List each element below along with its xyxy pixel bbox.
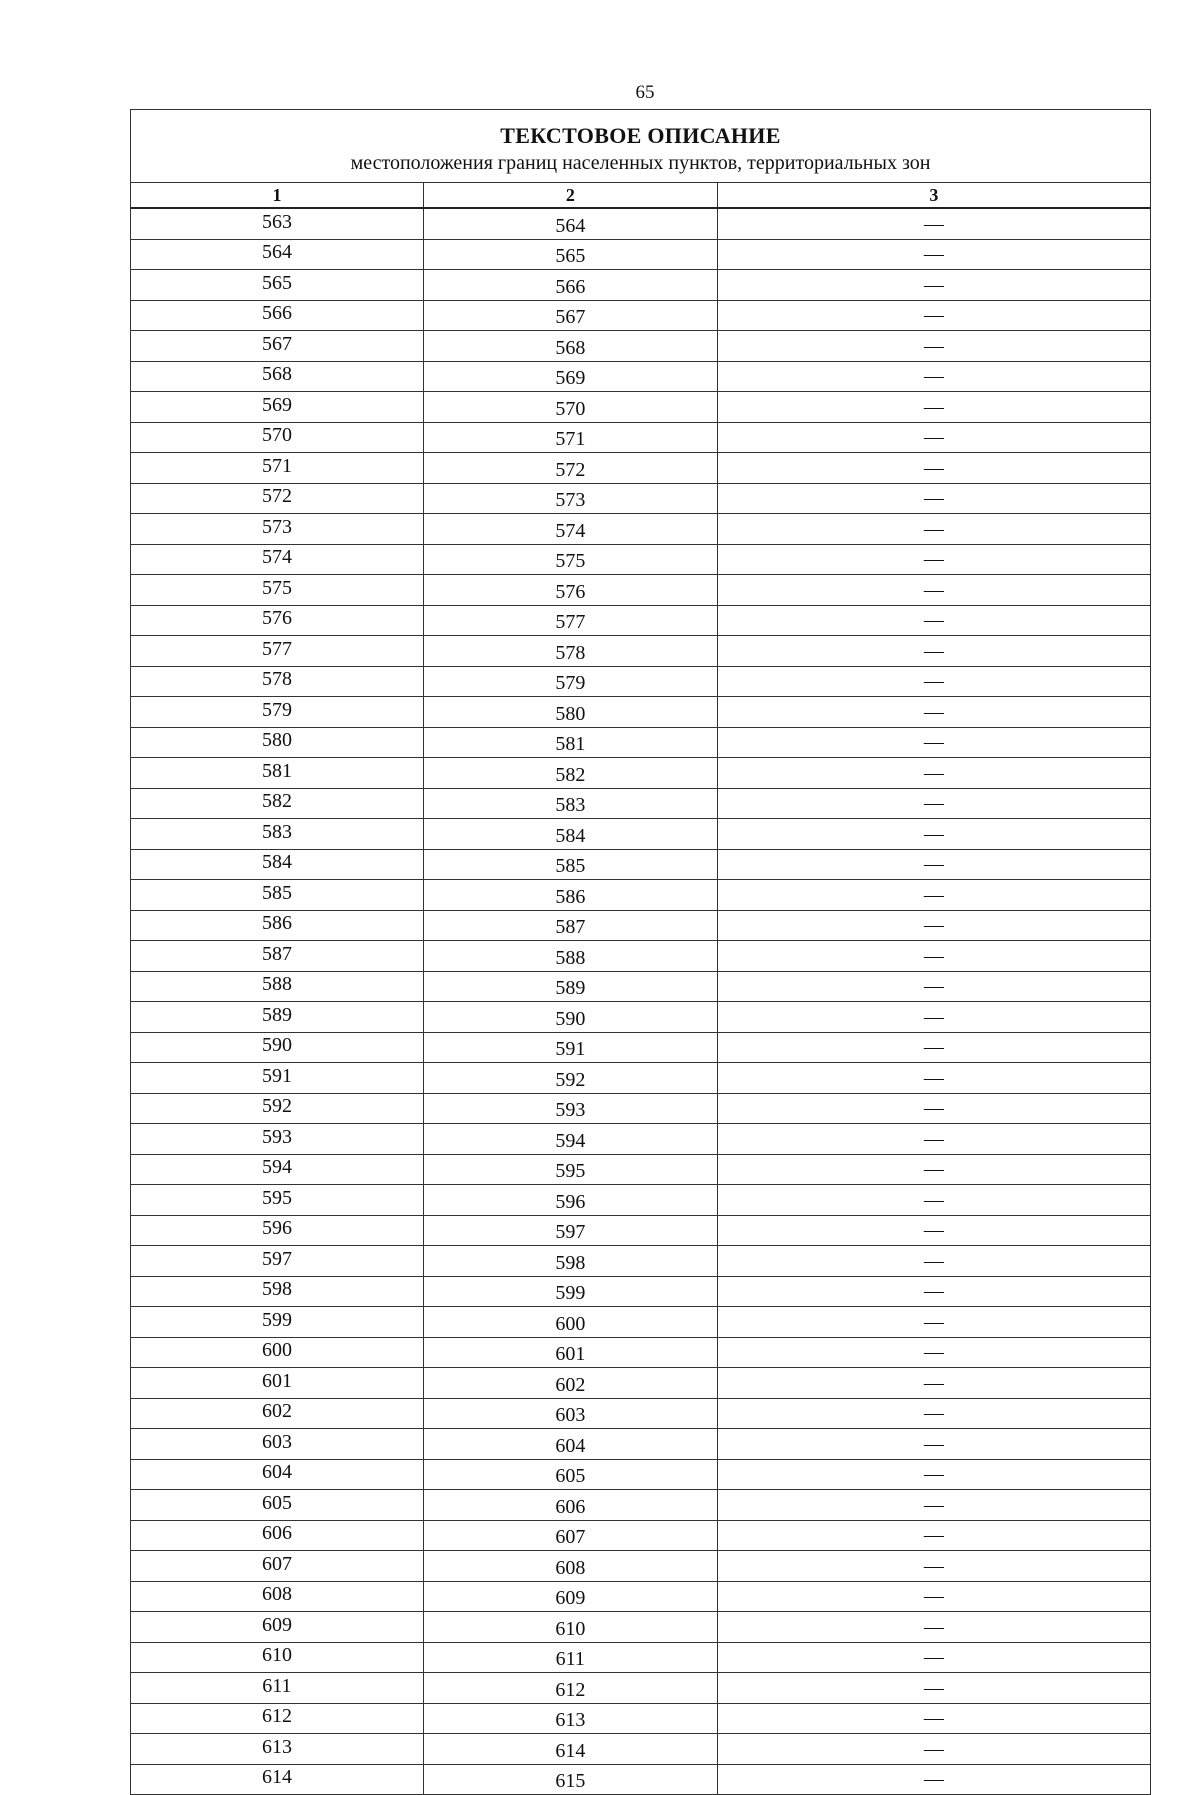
table-row <box>131 1459 1151 1490</box>
description-cell: — <box>717 910 1150 941</box>
point-from-cell: 574 <box>131 544 424 575</box>
table-row <box>131 1490 1151 1521</box>
point-to-cell: 606 <box>423 1490 717 1521</box>
point-to-cell: 590 <box>423 1002 717 1033</box>
column-header-3: 3 <box>717 183 1150 209</box>
column-header-1: 1 <box>131 183 424 209</box>
description-cell: — <box>717 1429 1150 1460</box>
point-from-cell: 579 <box>131 697 424 728</box>
point-from-cell: 573 <box>131 514 424 545</box>
description-cell: — <box>717 1154 1150 1185</box>
point-to-cell: 574 <box>423 514 717 545</box>
table-row <box>131 331 1151 362</box>
description-cell: — <box>717 453 1150 484</box>
point-from-cell: 588 <box>131 971 424 1002</box>
description-cell: — <box>717 1673 1150 1704</box>
table-row <box>131 544 1151 575</box>
table-row <box>131 697 1151 728</box>
description-cell: — <box>717 971 1150 1002</box>
table-row <box>131 361 1151 392</box>
table-row <box>131 1337 1151 1368</box>
point-to-cell: 588 <box>423 941 717 972</box>
table-row <box>131 300 1151 331</box>
description-cell: — <box>717 636 1150 667</box>
point-to-cell: 573 <box>423 483 717 514</box>
point-to-cell: 595 <box>423 1154 717 1185</box>
point-to-cell: 613 <box>423 1703 717 1734</box>
table-subtitle: местоположения границ населенных пунктов, территориальных зон <box>350 152 931 174</box>
point-from-cell: 595 <box>131 1185 424 1216</box>
table-row <box>131 941 1151 972</box>
point-to-cell: 575 <box>423 544 717 575</box>
description-cell: — <box>717 544 1150 575</box>
description-cell: — <box>717 880 1150 911</box>
table-row <box>131 1368 1151 1399</box>
point-from-cell: 566 <box>131 300 424 331</box>
description-cell: — <box>717 1337 1150 1368</box>
point-to-cell: 589 <box>423 971 717 1002</box>
point-to-cell: 611 <box>423 1642 717 1673</box>
point-from-cell: 608 <box>131 1581 424 1612</box>
table-row <box>131 1124 1151 1155</box>
point-to-cell: 603 <box>423 1398 717 1429</box>
point-from-cell: 571 <box>131 453 424 484</box>
table-row <box>131 1093 1151 1124</box>
point-from-cell: 605 <box>131 1490 424 1521</box>
description-cell: — <box>717 422 1150 453</box>
description-cell: — <box>717 514 1150 545</box>
point-from-cell: 593 <box>131 1124 424 1155</box>
table-row <box>131 1002 1151 1033</box>
point-from-cell: 570 <box>131 422 424 453</box>
table-row <box>131 1032 1151 1063</box>
point-from-cell: 596 <box>131 1215 424 1246</box>
table-row <box>131 392 1151 423</box>
table-row <box>131 758 1151 789</box>
table-row <box>131 270 1151 301</box>
point-to-cell: 593 <box>423 1093 717 1124</box>
description-cell: — <box>717 1551 1150 1582</box>
point-from-cell: 578 <box>131 666 424 697</box>
point-to-cell: 585 <box>423 849 717 880</box>
point-to-cell: 570 <box>423 392 717 423</box>
point-to-cell: 607 <box>423 1520 717 1551</box>
point-from-cell: 612 <box>131 1703 424 1734</box>
table-body <box>131 208 1151 1795</box>
table-row <box>131 208 1151 239</box>
table-row <box>131 1734 1151 1765</box>
description-cell: — <box>717 1124 1150 1155</box>
point-to-cell: 567 <box>423 300 717 331</box>
point-from-cell: 568 <box>131 361 424 392</box>
point-from-cell: 611 <box>131 1673 424 1704</box>
point-from-cell: 582 <box>131 788 424 819</box>
description-cell: — <box>717 605 1150 636</box>
table-row <box>131 575 1151 606</box>
table-row <box>131 910 1151 941</box>
description-cell: — <box>717 392 1150 423</box>
point-from-cell: 577 <box>131 636 424 667</box>
point-from-cell: 569 <box>131 392 424 423</box>
point-from-cell: 567 <box>131 331 424 362</box>
point-to-cell: 578 <box>423 636 717 667</box>
table-row <box>131 422 1151 453</box>
table-row <box>131 819 1151 850</box>
point-from-cell: 564 <box>131 239 424 270</box>
description-cell: — <box>717 1093 1150 1124</box>
point-from-cell: 609 <box>131 1612 424 1643</box>
point-to-cell: 564 <box>423 208 717 239</box>
point-from-cell: 575 <box>131 575 424 606</box>
table-row <box>131 1185 1151 1216</box>
table-row <box>131 971 1151 1002</box>
point-to-cell: 566 <box>423 270 717 301</box>
point-to-cell: 592 <box>423 1063 717 1094</box>
description-cell: — <box>717 1276 1150 1307</box>
description-cell: — <box>717 727 1150 758</box>
table-row <box>131 1581 1151 1612</box>
table-row <box>131 453 1151 484</box>
page-number: 65 <box>635 82 655 103</box>
point-to-cell: 602 <box>423 1368 717 1399</box>
table-row <box>131 1246 1151 1277</box>
description-cell: — <box>717 1032 1150 1063</box>
column-header-2: 2 <box>423 183 717 209</box>
table-row <box>131 1215 1151 1246</box>
point-to-cell: 598 <box>423 1246 717 1277</box>
table-row <box>131 666 1151 697</box>
table-row <box>131 514 1151 545</box>
point-from-cell: 586 <box>131 910 424 941</box>
description-cell: — <box>717 208 1150 239</box>
point-to-cell: 584 <box>423 819 717 850</box>
point-from-cell: 585 <box>131 880 424 911</box>
point-from-cell: 601 <box>131 1368 424 1399</box>
point-from-cell: 590 <box>131 1032 424 1063</box>
point-from-cell: 600 <box>131 1337 424 1368</box>
point-from-cell: 581 <box>131 758 424 789</box>
description-cell: — <box>717 361 1150 392</box>
point-to-cell: 568 <box>423 331 717 362</box>
point-from-cell: 576 <box>131 605 424 636</box>
description-cell: — <box>717 1002 1150 1033</box>
point-to-cell: 571 <box>423 422 717 453</box>
point-to-cell: 586 <box>423 880 717 911</box>
point-to-cell: 597 <box>423 1215 717 1246</box>
point-from-cell: 589 <box>131 1002 424 1033</box>
point-from-cell: 606 <box>131 1520 424 1551</box>
point-to-cell: 599 <box>423 1276 717 1307</box>
description-cell: — <box>717 1703 1150 1734</box>
point-to-cell: 610 <box>423 1612 717 1643</box>
description-cell: — <box>717 1215 1150 1246</box>
table-row <box>131 1764 1151 1795</box>
point-to-cell: 591 <box>423 1032 717 1063</box>
point-to-cell: 609 <box>423 1581 717 1612</box>
point-from-cell: 592 <box>131 1093 424 1124</box>
description-cell: — <box>717 575 1150 606</box>
description-cell: — <box>717 1185 1150 1216</box>
table-row <box>131 483 1151 514</box>
point-to-cell: 587 <box>423 910 717 941</box>
description-cell: — <box>717 1764 1150 1795</box>
description-cell: — <box>717 849 1150 880</box>
table-row <box>131 605 1151 636</box>
table-row <box>131 1276 1151 1307</box>
point-from-cell: 591 <box>131 1063 424 1094</box>
point-from-cell: 594 <box>131 1154 424 1185</box>
description-cell: — <box>717 1459 1150 1490</box>
description-cell: — <box>717 1734 1150 1765</box>
point-to-cell: 612 <box>423 1673 717 1704</box>
point-from-cell: 583 <box>131 819 424 850</box>
description-cell: — <box>717 758 1150 789</box>
description-cell: — <box>717 239 1150 270</box>
description-cell: — <box>717 300 1150 331</box>
point-to-cell: 581 <box>423 727 717 758</box>
description-cell: — <box>717 270 1150 301</box>
point-from-cell: 603 <box>131 1429 424 1460</box>
point-to-cell: 601 <box>423 1337 717 1368</box>
description-cell: — <box>717 1398 1150 1429</box>
point-from-cell: 598 <box>131 1276 424 1307</box>
point-to-cell: 614 <box>423 1734 717 1765</box>
description-cell: — <box>717 1307 1150 1338</box>
table-row <box>131 1703 1151 1734</box>
description-cell: — <box>717 1368 1150 1399</box>
description-cell: — <box>717 697 1150 728</box>
description-cell: — <box>717 1520 1150 1551</box>
point-to-cell: 580 <box>423 697 717 728</box>
table-row <box>131 788 1151 819</box>
point-to-cell: 572 <box>423 453 717 484</box>
point-from-cell: 602 <box>131 1398 424 1429</box>
description-cell: — <box>717 666 1150 697</box>
table-title-cell <box>131 110 1151 183</box>
table-title: ТЕКСТОВОЕ ОПИСАНИЕ <box>500 123 781 148</box>
table-row <box>131 1398 1151 1429</box>
point-to-cell: 565 <box>423 239 717 270</box>
point-from-cell: 565 <box>131 270 424 301</box>
point-from-cell: 607 <box>131 1551 424 1582</box>
point-to-cell: 604 <box>423 1429 717 1460</box>
boundary-description-table <box>130 109 1151 1795</box>
table-row <box>131 727 1151 758</box>
point-to-cell: 615 <box>423 1764 717 1795</box>
table-row <box>131 1429 1151 1460</box>
description-cell: — <box>717 483 1150 514</box>
description-cell: — <box>717 1612 1150 1643</box>
description-cell: — <box>717 331 1150 362</box>
point-to-cell: 608 <box>423 1551 717 1582</box>
description-cell: — <box>717 819 1150 850</box>
table-row <box>131 1063 1151 1094</box>
table-row <box>131 849 1151 880</box>
point-to-cell: 605 <box>423 1459 717 1490</box>
table-row <box>131 1307 1151 1338</box>
point-from-cell: 613 <box>131 1734 424 1765</box>
point-to-cell: 576 <box>423 575 717 606</box>
point-to-cell: 577 <box>423 605 717 636</box>
point-to-cell: 582 <box>423 758 717 789</box>
point-from-cell: 563 <box>131 208 424 239</box>
table-row <box>131 1154 1151 1185</box>
description-cell: — <box>717 1246 1150 1277</box>
table-row <box>131 1673 1151 1704</box>
point-to-cell: 600 <box>423 1307 717 1338</box>
description-cell: — <box>717 1063 1150 1094</box>
point-to-cell: 594 <box>423 1124 717 1155</box>
point-to-cell: 579 <box>423 666 717 697</box>
point-from-cell: 614 <box>131 1764 424 1795</box>
table-row <box>131 1520 1151 1551</box>
description-cell: — <box>717 941 1150 972</box>
point-from-cell: 599 <box>131 1307 424 1338</box>
table-row <box>131 880 1151 911</box>
point-to-cell: 583 <box>423 788 717 819</box>
table-row <box>131 1612 1151 1643</box>
table-row <box>131 239 1151 270</box>
point-to-cell: 569 <box>423 361 717 392</box>
point-from-cell: 610 <box>131 1642 424 1673</box>
description-cell: — <box>717 1581 1150 1612</box>
column-header-row <box>131 183 1151 209</box>
point-from-cell: 587 <box>131 941 424 972</box>
point-from-cell: 572 <box>131 483 424 514</box>
description-cell: — <box>717 1642 1150 1673</box>
table-row <box>131 636 1151 667</box>
point-from-cell: 604 <box>131 1459 424 1490</box>
point-from-cell: 580 <box>131 727 424 758</box>
point-from-cell: 584 <box>131 849 424 880</box>
description-cell: — <box>717 788 1150 819</box>
description-cell: — <box>717 1490 1150 1521</box>
table-row <box>131 1551 1151 1582</box>
table-row <box>131 1642 1151 1673</box>
point-from-cell: 597 <box>131 1246 424 1277</box>
point-to-cell: 596 <box>423 1185 717 1216</box>
